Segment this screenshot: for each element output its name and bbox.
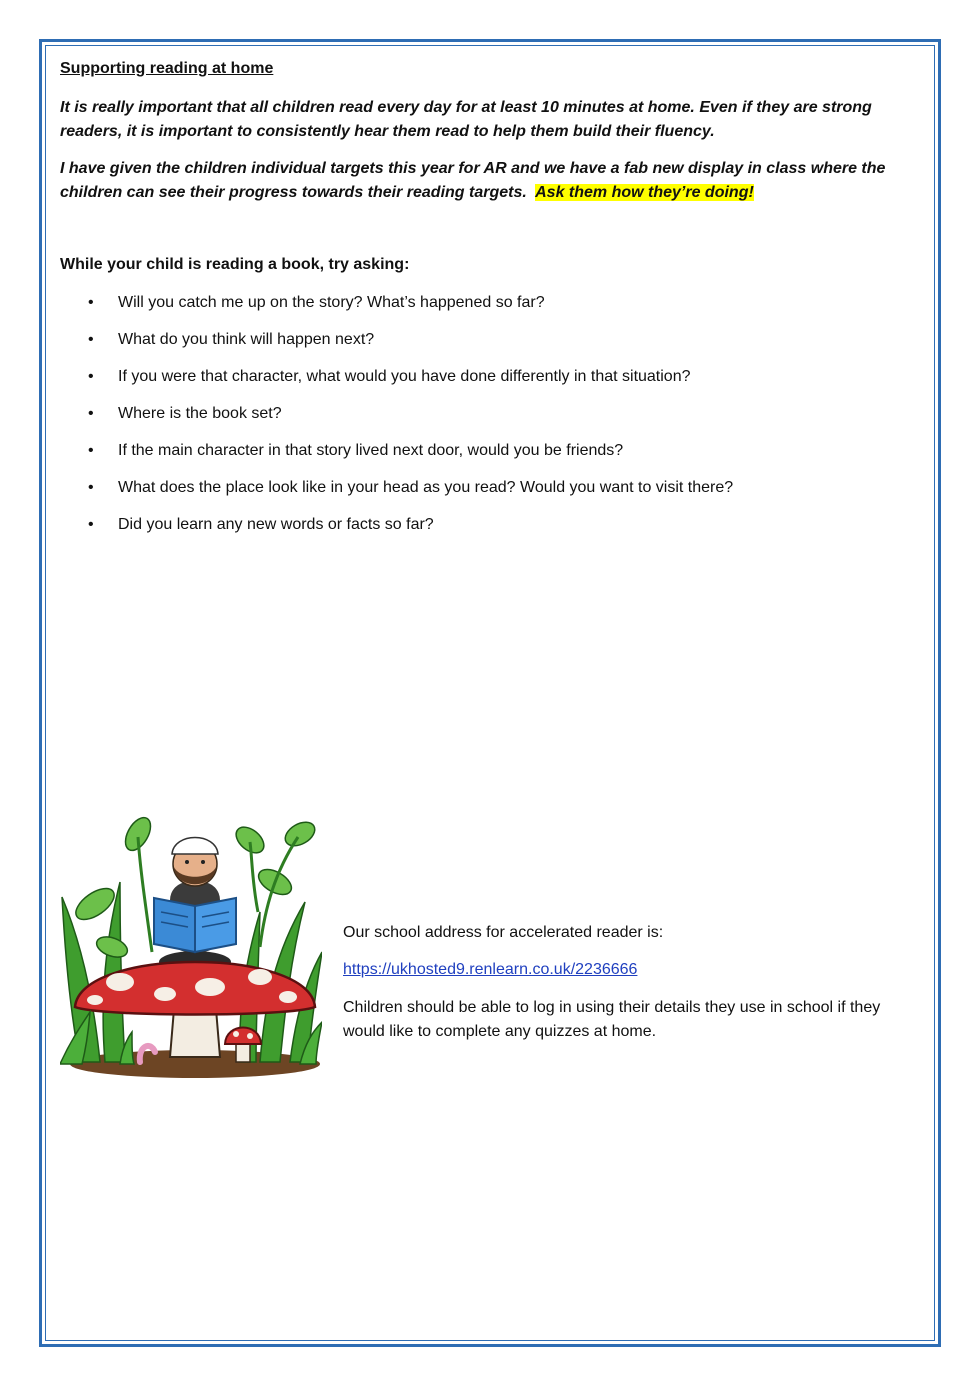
ar-login-link[interactable]: https://ukhosted9.renlearn.co.uk/2236666 [343, 961, 638, 978]
ar-login-info: Children should be able to log in using their details they use in school if they would like to complete any quizzes at home. [343, 999, 881, 1040]
list-item [60, 440, 733, 477]
bullet: • [88, 294, 94, 311]
page-title: Supporting reading at home [60, 60, 274, 77]
question-text: What do you think will happen next? [118, 331, 375, 348]
bullet: • [88, 368, 94, 385]
page-border-inner [45, 45, 935, 1341]
question-text: If the main character in that story lived next door, would you be friends? [118, 442, 624, 459]
list-item [60, 477, 733, 514]
bullet: • [88, 516, 94, 533]
question-text: Did you learn any new words or facts so far? [118, 516, 434, 533]
question-list [60, 292, 733, 551]
bullet: • [88, 405, 94, 422]
bullet: • [88, 331, 94, 348]
list-item [60, 514, 733, 551]
highlighted-prompt: Ask them how they’re doing! [535, 184, 754, 201]
list-item [60, 329, 733, 366]
intro-paragraph-1: It is really important that all children read every day for at least 10 minutes at home. Even if they are strong readers, it is important to consistently hear them read to help them build their fluency. [60, 99, 872, 140]
question-text: Where is the book set? [118, 405, 282, 422]
questions-intro: While your child is reading a book, try asking: [60, 256, 410, 273]
bullet: • [88, 479, 94, 496]
reading-on-mushroom-illustration [60, 812, 322, 1080]
intro-paragraph-2 [60, 157, 890, 205]
question-text: What does the place look like in your head as you read? Would you want to visit there? [118, 479, 734, 496]
list-item [60, 292, 733, 329]
list-item [60, 403, 733, 440]
intro-paragraph-2-text: I have given the children individual targets this year for AR and we have a fab new display in class where the children can see their progress towards their reading targets. [60, 160, 886, 201]
question-text: If you were that character, what would you have done differently in that situation? [118, 368, 691, 385]
question-text: Will you catch me up on the story? What’s happened so far? [118, 294, 545, 311]
bullet: • [88, 442, 94, 459]
list-item [60, 366, 733, 403]
ar-address-label: Our school address for accelerated reader is: [343, 924, 664, 941]
